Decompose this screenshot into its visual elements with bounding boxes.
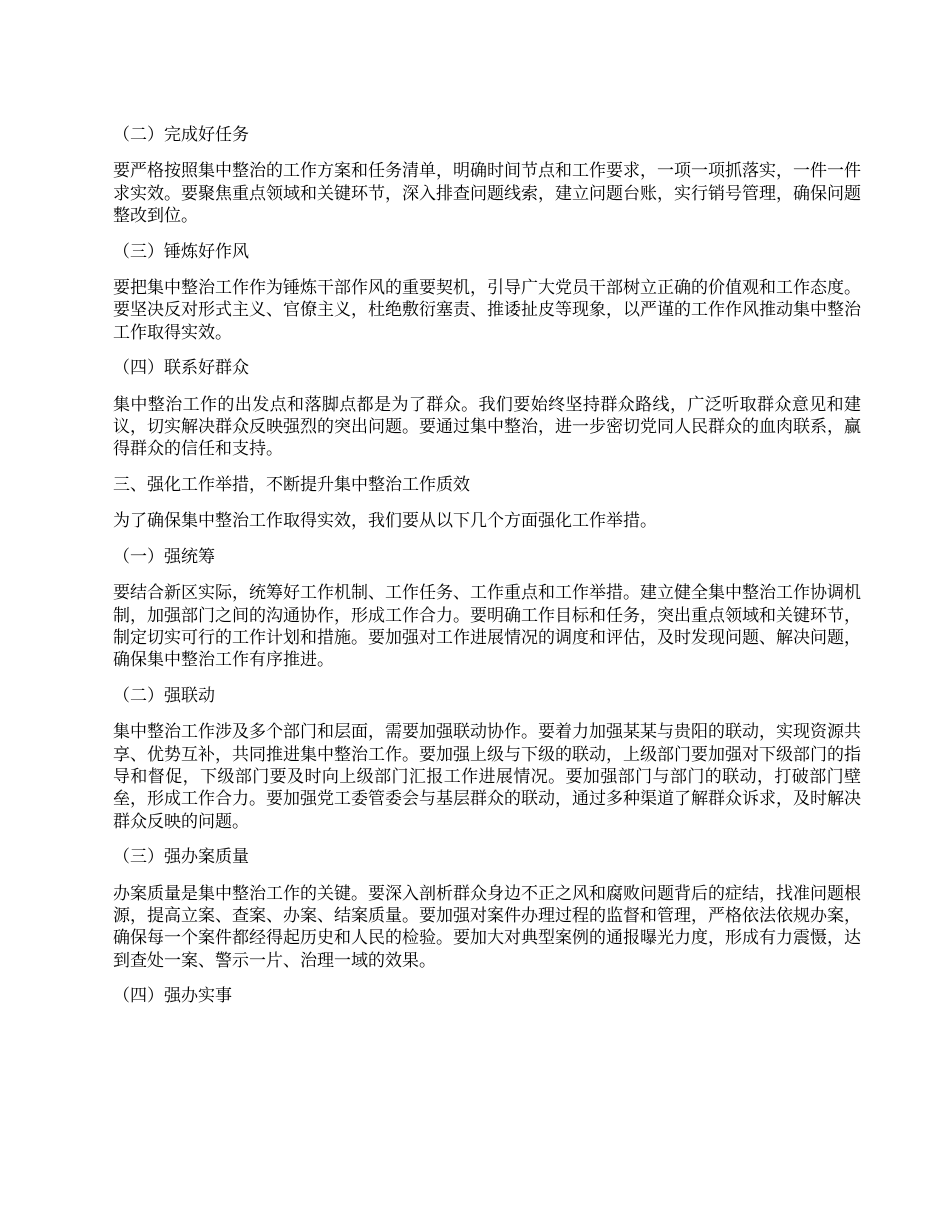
paragraph: 集中整治工作涉及多个部门和层面，需要加强联动协作。要着力加强某某与贵阳的联动，实现资源共享、优势互补，共同推进集中整治工作。要加强上级与下级的联动，上级部门要加强对下级部门的指导和督促，下级部门要及时向上级部门汇报工作进展情况。要加强部门与部门的联动，打破部门壁垒，形成工作合力。要加强党工委管委会与基层群众的联动，通过多种渠道了解群众诉求，及时解决群众反映的问题。 <box>113 722 861 832</box>
section-heading: （三）强办案质量 <box>113 847 249 868</box>
chapter-heading: 三、强化工作举措，不断提升集中整治工作质效 <box>113 474 470 495</box>
section-heading: （四）强办实事 <box>113 986 232 1007</box>
paragraph: 集中整治工作的出发点和落脚点都是为了群众。我们要始终坚持群众路线，广泛听取群众意见和建议，切实解决群众反映强烈的突出问题。要通过集中整治，进一步密切党同人民群众的血肉联系，赢得群众的信任和支持。 <box>113 394 861 460</box>
paragraph: 为了确保集中整治工作取得实效，我们要从以下几个方面强化工作举措。 <box>113 511 657 532</box>
section-heading: （四）联系好群众 <box>113 358 249 379</box>
section-heading: （二）完成好任务 <box>113 125 249 145</box>
section-heading: （一）强统筹 <box>113 546 215 567</box>
paragraph: 要严格按照集中整治的工作方案和任务清单，明确时间节点和工作要求，一项一项抓落实，一件一件求实效。要聚焦重点领域和关键环节，深入排查问题线索，建立问题台账，实行销号管理，确保问题整改到位。 <box>113 161 861 227</box>
paragraph: 要把集中整治工作作为锤炼干部作风的重要契机，引导广大党员干部树立正确的价值观和工作态度。要坚决反对形式主义、官僚主义，杜绝敷衍塞责、推诿扯皮等现象，以严谨的工作作风推动集中整治工作取得实效。 <box>113 278 861 343</box>
section-heading: （二）强联动 <box>113 685 215 706</box>
paragraph: 办案质量是集中整治工作的关键。要深入剖析群众身边不正之风和腐败问题背后的症结，找准问题根源，提高立案、查案、办案、结案质量。要加强对案件办理过程的监督和管理，严格依法依规办案，确保每一个案件都经得起历史和人民的检验。要加大对典型案例的通报曝光力度，形成有力震慑，达到查处一案、警示一片、治理一域的效果。 <box>113 883 861 971</box>
document-page <box>113 124 861 1022</box>
section-heading: （三）锤炼好作风 <box>113 241 249 262</box>
paragraph: 要结合新区实际，统筹好工作机制、工作任务、工作重点和工作举措。建立健全集中整治工作协调机制，加强部门之间的沟通协作，形成工作合力。要明确工作目标和任务，突出重点领域和关键环节，制定切实可行的工作计划和措施。要加强对工作进展情况的调度和评估，及时发现问题、解决问题，确保集中整治工作有序推进。 <box>113 583 861 671</box>
